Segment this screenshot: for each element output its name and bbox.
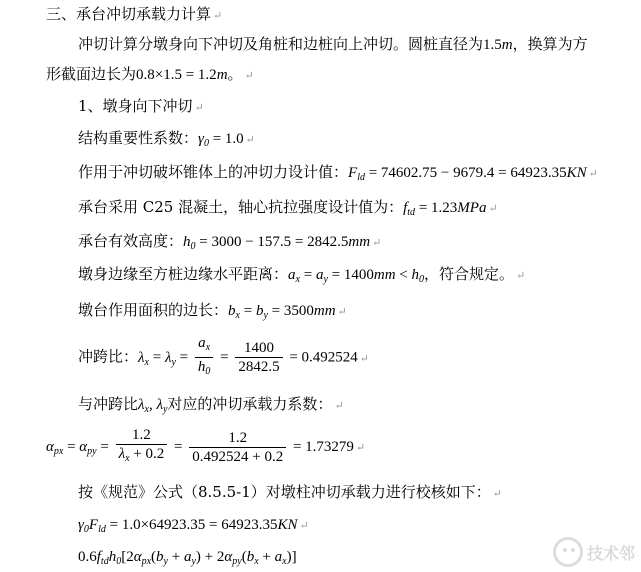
lambda-fraction-numeric: $\frac{1400}{2842.5}$ [235,339,282,376]
a-line: 墩身边缘至方桩边缘水平距离：$a_x = a_y = 1400mm < h_0$，符合规定。 ↵ [78,265,526,285]
ftd-line: 承台采用 C25 混凝土，轴心抗拉强度设计值为：$f_{td} = 1.23MPa$ ↵ [78,198,498,218]
watermark-logo-icon [553,537,583,567]
lambda-line: 冲跨比：$\lambda_x = \lambda_y$ = $\frac{a_x}{h_0}$ = $\frac{1400}{2842.5}$ = 0.492524 ↵ [78,334,369,383]
watermark: 技术邻 [553,537,635,567]
intro-line-2: 形截面边长为0.8×1.5 = 1.2m。 ↵ [46,65,254,83]
check-label-line: 按《规范》公式（8.5.5-1）对墩柱冲切承载力进行校核如下： ↵ [78,483,502,501]
alpha-label-line: 与冲跨比$\lambda_x$, $\lambda_y$对应的冲切承载力系数： ↵ [78,395,344,415]
alpha-fraction-numeric: $\frac{1.2}{0.492524 + 0.2}$ [189,429,286,466]
fld-line: 作用于冲切破坏锥体上的冲切力设计值：$F_{ld} = 74602.75 - 9679.4 = 64923.35KN$ ↵ [78,163,598,183]
resistance-formula-line: $0.6f_{td}h_0[2\alpha_{px}(b_y + a_y) + 2\alpha_{py}(b_x + a_x)]$ [78,549,297,567]
intro-line-1: 冲切计算分墩身向下冲切及角桩和边桩向上冲切。圆桩直径为1.5m，换算为方 [78,35,588,53]
gamma-line: 结构重要性系数：$\gamma_0 = 1.0$ ↵ [78,129,255,149]
check-value-line: $\gamma_0F_{ld} = 1.0\times 64923.35 = 64923.35KN$ ↵ [78,517,309,535]
b-line: 墩台作用面积的边长：$b_x = b_y = 3500mm$ ↵ [78,301,347,321]
h0-line: 承台有效高度：$h_0 = 3000 - 157.5 = 2842.5mm$ ↵ [78,232,382,252]
lambda-fraction-symbolic: $\frac{a_x}{h_0}$ [195,334,214,381]
alpha-formula-line: $\alpha_{px} = \alpha_{py}$ = $\frac{1.2}{\lambda_x + 0.2}$ = $\frac{1.2}{0.492524 + 0.2}$ = 1.73279 ↵ [46,426,365,472]
subsection-heading: 1、墩身向下冲切 ↵ [78,97,204,115]
section-heading: 三、承台冲切承载力计算 ↵ [46,5,223,23]
alpha-fraction-symbolic: $\frac{1.2}{\lambda_x + 0.2}$ [116,426,168,468]
